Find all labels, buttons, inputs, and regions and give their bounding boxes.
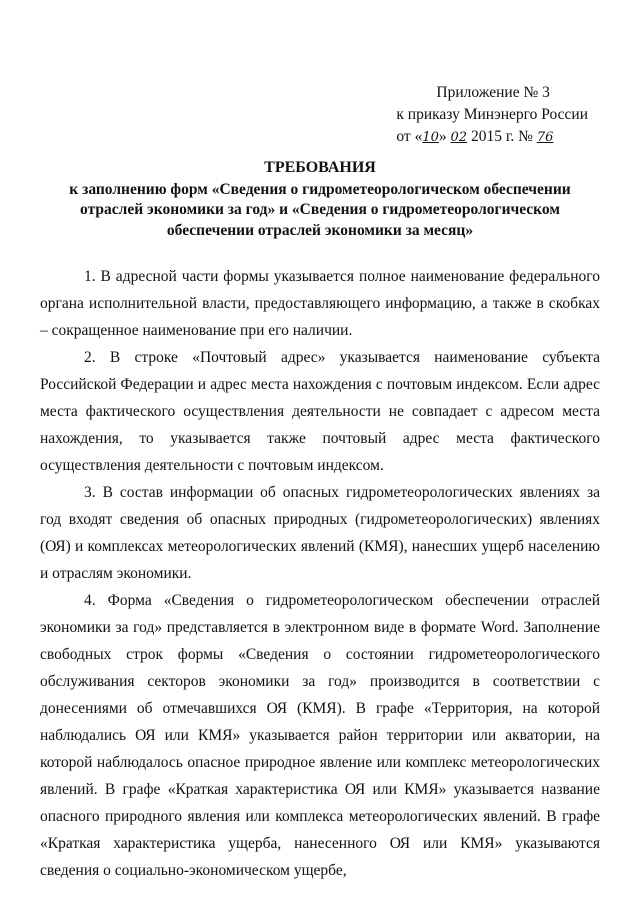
- document-body: [40, 263, 600, 884]
- date-prefix: от «: [396, 128, 423, 145]
- approval-header: [396, 82, 588, 149]
- date-year: 2015 г. №: [467, 128, 537, 145]
- title-line-1: к заполнению форм «Сведения о гидрометеорологическом обеспечении: [69, 180, 571, 198]
- handwritten-number: 76: [536, 130, 554, 145]
- document-title: [40, 158, 600, 241]
- title-line-2: отраслей экономики за год» и «Сведения о гидрометеорологическом: [80, 201, 560, 218]
- appendix-label: Приложение № 3: [436, 84, 550, 101]
- date-mid: »: [438, 128, 451, 145]
- paragraph-4: 4. Форма «Сведения о гидрометеорологическом обеспечении отраслей экономики за год» представляется в электронном виде в формате Word. Заполнение свободных строк формы «Сведения о состоянии гидрометеорологического обслуживания секторов экономики за год» производится в соответствии с донесениями об отмечавшихся ОЯ (КМЯ). В графе «Территория, на которой наблюдались ОЯ или КМЯ» указывается район территории или акватории, на которой наблюдалось опасное природное явление или комплекс метеорологических явлений. В графе «Краткая характеристика ОЯ или КМЯ» указывается название опасного природного явления или комплекса метеорологических явлений. В графе «Краткая характеристика ущерба, нанесенного ОЯ или КМЯ» указываются сведения о социально-экономическом ущербе,: [40, 592, 600, 879]
- paragraph-2: 2. В строке «Почтовый адрес» указывается наименование субъекта Российской Федерации и адрес места нахождения с почтовым индексом. Если адрес места фактического осуществления деятельности не совпадает с адресом места нахождения, то указывается также почтовый адрес места фактического осуществления деятельности с почтовым индексом.: [40, 349, 600, 474]
- title-line-3: обеспечении отраслей экономики за месяц»: [166, 221, 474, 239]
- paragraph-3: 3. В состав информации об опасных гидрометеорологических явлениях за год входят сведения об опасных природных (гидрометеорологических) явлениях (ОЯ) и комплексах метеорологических явлений (КМЯ), нанесших ущерб населению и отраслям экономики.: [40, 484, 600, 582]
- order-date-line: [396, 126, 588, 149]
- order-reference: к приказу Минэнерго России: [396, 106, 588, 123]
- handwritten-month: 02: [450, 130, 468, 145]
- title-main: ТРЕБОВАНИЯ: [264, 159, 376, 176]
- handwritten-day: 10: [422, 130, 439, 145]
- paragraph-1: 1. В адресной части формы указывается полное наименование федерального органа исполнительной власти, предоставляющего информацию, а также в скобках – сокращенное наименование при его наличии.: [40, 268, 600, 339]
